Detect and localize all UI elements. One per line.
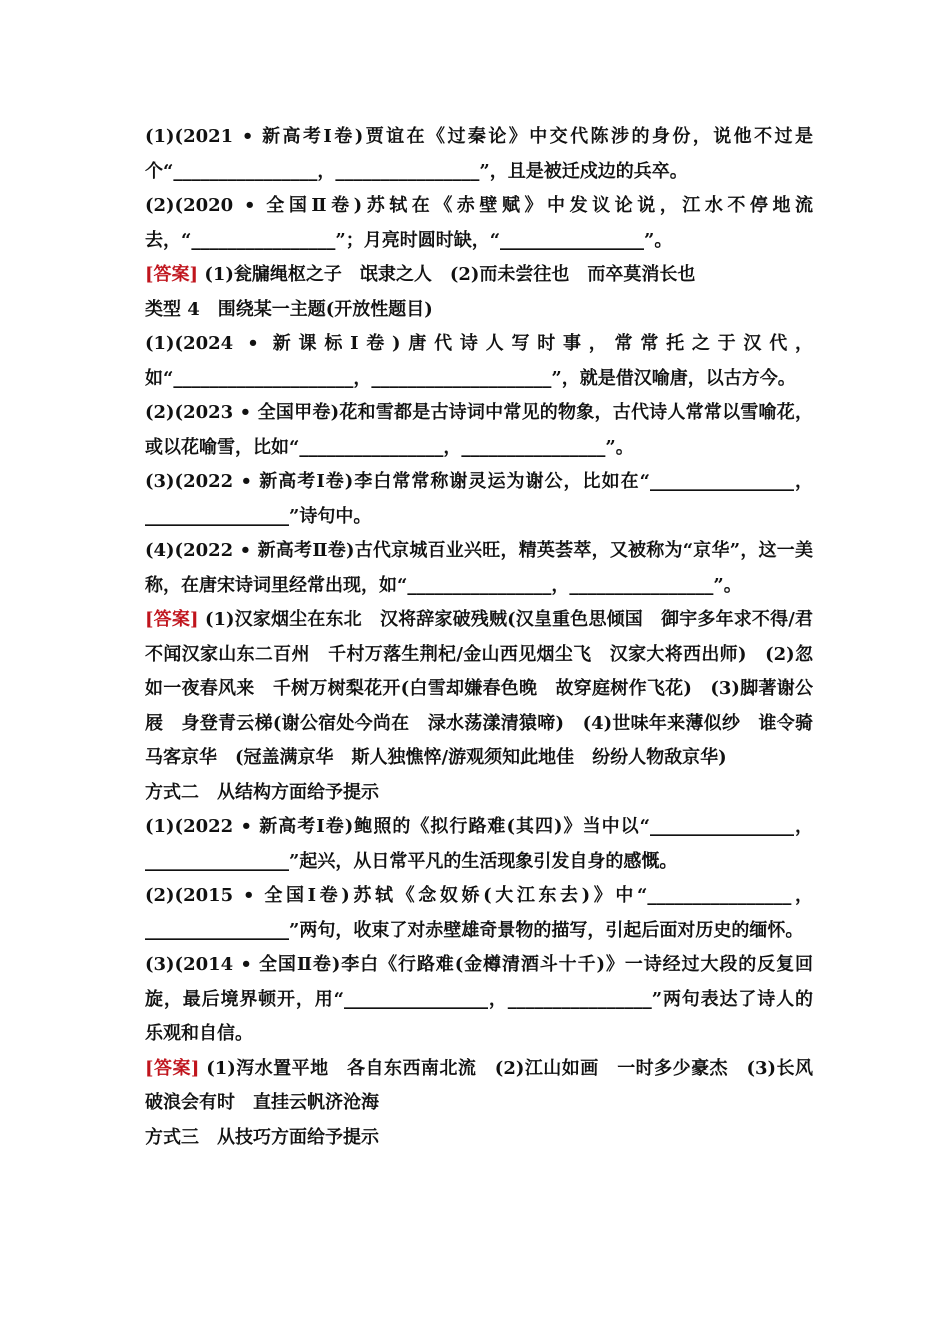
answer-block-1 — [145, 258, 813, 293]
answer-tag: [答案] — [145, 609, 199, 630]
question-2023-quanguojia: (2)(2023 • 全国甲卷)花和雪都是古诗词中常见的物象，古代诗人常常以雪喻花，或以花喻雪，比如“________________，________________”。 — [145, 402, 813, 458]
answer-tag: [答案] — [145, 1057, 200, 1079]
answer-block-2 — [145, 603, 813, 776]
question-2021-xinkao1: (1)(2021 • 新高考Ⅰ卷)贾谊在《过秦论》中交代陈涉的身份，说他不过是个“________________，________________”，且是被迁戍边的兵卒。 — [145, 126, 813, 182]
answer-tag: [答案] — [145, 264, 199, 285]
answer-text: (1)汉家烟尘在东北 汉将辞家破残贼(汉皇重色思倾国 御宇多年求不得/君不闻汉家山东二百州 千村万落生荆杞/金山西见烟尘飞 汉家大将西出师) (2)忽如一夜春风来 千树万树梨花开(白雪却嫌春色晚 故穿庭树作飞花) (3)脚著谢公屐 身登青云梯(谢公宿处今尚在 渌水荡漾清猿啼) (4)世味年来薄似纱 谁令骑马客京华 (冠盖满京华 斯人独憔悴/游观须知此地佳 纷纷人物敌京华) — [145, 609, 813, 768]
question-2024-xinkebiao1: (1)(2024 • 新课标Ⅰ卷)唐代诗人写时事，常常托之于汉代，如“____________________，____________________”，就是借汉喻唐，以古方今。 — [145, 333, 813, 389]
section-heading-type4: 类型 4 围绕某一主题(开放性题目) — [145, 298, 433, 320]
answer-text: (1)泻水置平地 各自东西南北流 (2)江山如画 一时多少豪杰 (3)长风破浪会有时 直挂云帆济沧海 — [145, 1057, 813, 1113]
document-page — [145, 120, 813, 1155]
section-heading-method2: 方式二 从结构方面给予提示 — [145, 781, 379, 803]
question-2020-quanguo2: (2)(2020 • 全国Ⅱ卷)苏轼在《赤壁赋》中发议论说，江水不停地流去，“________________”；月亮时圆时缺，“________________”。 — [145, 195, 813, 251]
question-2022-xinkao1: (3)(2022 • 新高考Ⅰ卷)李白常常称谢灵运为谢公，比如在“________________，________________”诗句中。 — [145, 471, 813, 527]
question-2022-baozhao: (1)(2022 • 新高考Ⅰ卷)鲍照的《拟行路难(其四)》当中以“________________，________________”起兴，从日常平凡的生活现象引发自身的感慨。 — [145, 816, 813, 872]
question-2015-quanguo1: (2)(2015 • 全国Ⅰ卷)苏轼《念奴娇(大江东去)》中“________________，________________”两句，收束了对赤壁雄奇景物的描写，引起后面对历史的缅怀。 — [145, 885, 813, 941]
answer-text: (1)瓮牖绳枢之子 氓隶之人 (2)而未尝往也 而卒莫消长也 — [198, 264, 696, 285]
section-heading-method3: 方式三 从技巧方面给予提示 — [145, 1126, 379, 1148]
answer-block-3 — [145, 1052, 813, 1121]
question-2022-xinkao2: (4)(2022 • 新高考Ⅱ卷)古代京城百业兴旺，精英荟萃，又被称为“京华”，这一美称，在唐宋诗词里经常出现，如“________________，________________”。 — [145, 540, 813, 596]
question-2014-quanguo2: (3)(2014 • 全国Ⅱ卷)李白《行路难(金樽清酒斗十千)》一诗经过大段的反复回旋，最后境界顿开，用“________________，________________”两句表达了诗人的乐观和自信。 — [145, 954, 813, 1044]
